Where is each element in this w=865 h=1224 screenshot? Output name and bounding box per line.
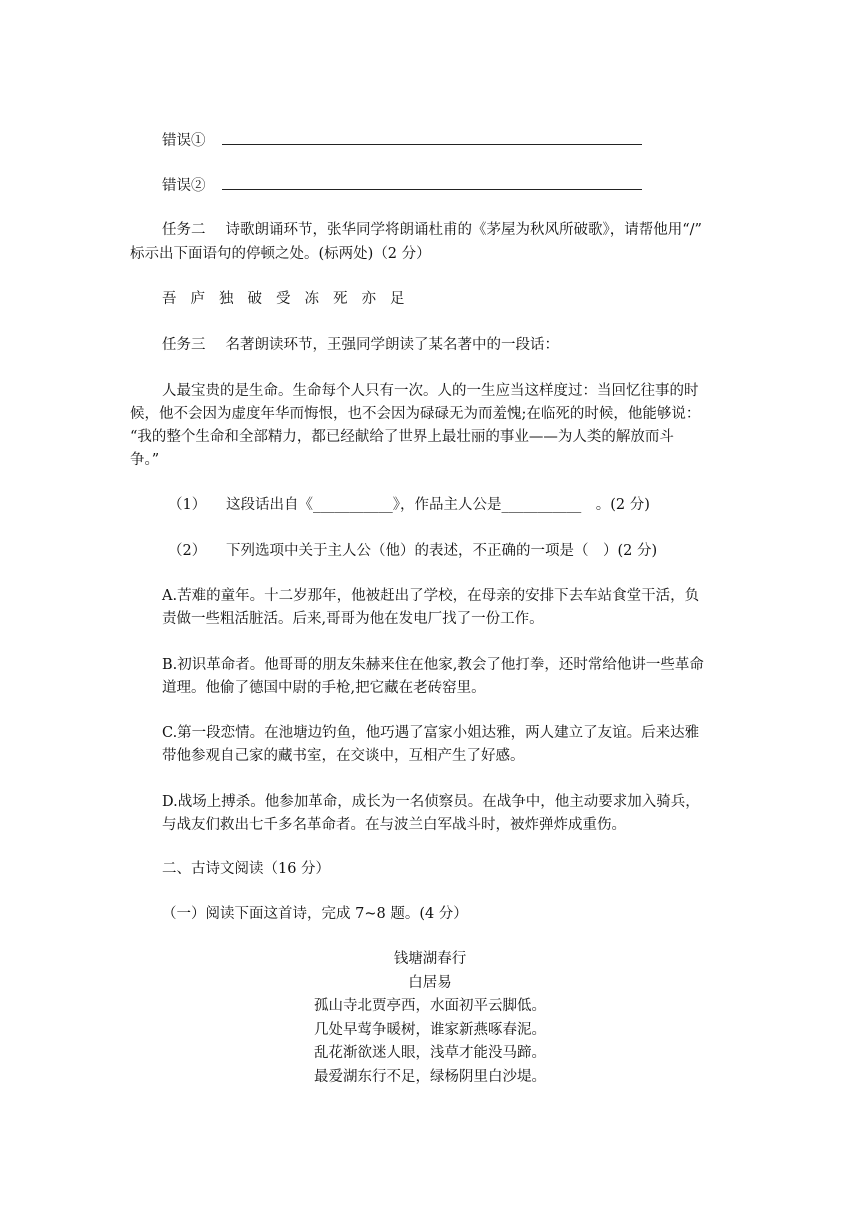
error-2-row [162, 175, 642, 197]
task2-verse: 吾庐独破受冻死亦足 [162, 291, 419, 307]
task2-label: 任务二 [162, 222, 206, 238]
option-a-line1: A.苦难的童年。十二岁那年，他被赶出了学校，在母亲的安排下去车站食堂干活，负 [162, 588, 700, 604]
task2-line1 [162, 219, 702, 241]
question-1 [162, 494, 650, 516]
task3-line [162, 334, 559, 356]
section2-heading: 二、古诗文阅读（16 分） [162, 861, 331, 877]
quote-line-4: 争。” [130, 452, 160, 468]
section2-subheading: （一）阅读下面这首诗，完成 7~8 题。(4 分） [162, 906, 468, 922]
option-c-line1: C.第一段恋情。在池塘边钓鱼，他巧遇了富家小姐达雅，两人建立了友谊。后来达雅 [162, 725, 700, 741]
poem-block [230, 948, 630, 1089]
question-2-number: （2） [168, 543, 207, 559]
quote-line-2: 候，他不会因为虚度年华而悔恨，也不会因为碌碌无为而羞愧;在临死的时候，他能够说： [130, 406, 701, 422]
poem-line-1: 孤山寺北贾亭西，水面初平云脚低。 [314, 998, 546, 1014]
error-2-label: 错误② [162, 178, 206, 194]
poem-line-3: 乱花渐欲迷人眼，浅草才能没马蹄。 [314, 1045, 546, 1061]
error-1-answer-line[interactable] [222, 130, 642, 145]
task2-text-line1: 诗歌朗诵环节，张华同学将朗诵杜甫的《茅屋为秋风所破歌》，请帮他用“/” [225, 222, 702, 238]
error-2-answer-line[interactable] [222, 175, 642, 190]
error-1-row [162, 130, 642, 152]
poem-line-4: 最爱湖东行不足，绿杨阴里白沙堤。 [314, 1068, 546, 1085]
poem-author: 白居易 [408, 974, 452, 991]
question-1-text: 这段话出自《___________》，作品主人公是___________ 。(2 分) [226, 497, 650, 513]
option-a-line2: 责做一些粗活脏活。后来,哥哥为他在发电厂找了一份工作。 [162, 611, 544, 627]
option-d-line1: D.战场上搏杀。他参加革命，成长为一名侦察员。在战争中，他主动要求加入骑兵， [162, 794, 700, 810]
question-1-number: （1） [168, 497, 207, 513]
question-2-text: 下列选项中关于主人公（他）的表述，不正确的一项是（ ）(2 分) [226, 543, 658, 559]
quote-line-1: 人最宝贵的是生命。生命每个人只有一次。人的一生应当这样度过：当回忆往事的时 [162, 383, 699, 399]
task2-line2: 标示出下面语句的停顿之处。(标两处)（2 分） [130, 246, 431, 262]
quote-line-3: “我的整个生命和全部精力，都已经献给了世界上最壮丽的事业——为人类的解放而斗 [130, 429, 674, 445]
task3-label: 任务三 [162, 337, 206, 353]
option-b-line2: 道理。他偷了德国中尉的手枪,把它藏在老砖窑里。 [162, 680, 486, 696]
task3-text: 名著朗读环节，王强同学朗读了某名著中的一段话： [225, 337, 559, 353]
poem-line-2: 几处早莺争暖树，谁家新燕啄春泥。 [314, 1021, 546, 1038]
option-d-line2: 与战友们救出七千多名革命者。在与波兰白军战斗时，被炸弹炸成重伤。 [162, 817, 626, 833]
poem-title: 钱塘湖春行 [393, 951, 467, 967]
option-b-line1: B.初识革命者。他哥哥的朋友朱赫来住在他家,教会了他打拳，还时常给他讲一些革命 [162, 657, 704, 673]
error-1-label: 错误① [162, 133, 206, 149]
question-2 [162, 540, 657, 562]
option-c-line2: 带他参观自己家的藏书室，在交谈中，互相产生了好感。 [162, 748, 525, 764]
